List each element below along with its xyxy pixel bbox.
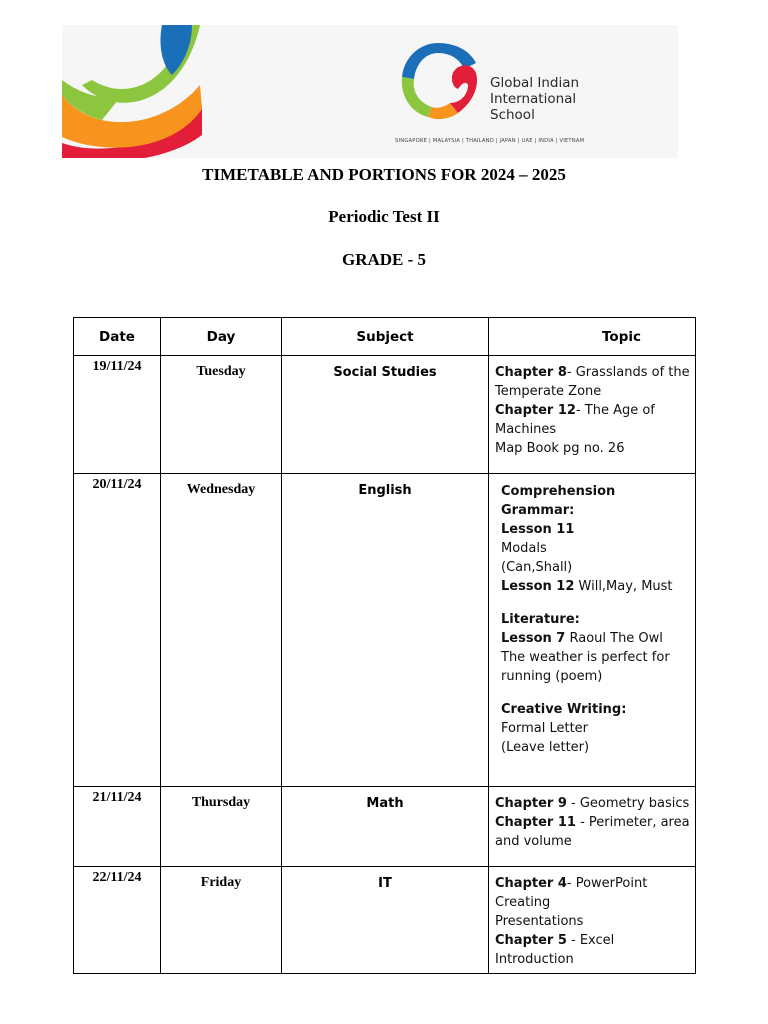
topic-line xyxy=(501,648,691,667)
topic-line xyxy=(501,539,691,558)
topic-cell xyxy=(489,474,696,787)
school-name xyxy=(490,75,579,123)
table-row xyxy=(74,787,696,867)
day-cell: Friday xyxy=(161,867,282,974)
topic-heading: Chapter 5 xyxy=(495,933,567,948)
topic-line xyxy=(501,667,691,686)
subject-cell: Social Studies xyxy=(282,356,489,474)
topic-text: Modals xyxy=(501,541,547,556)
school-name-line-2: International xyxy=(490,91,577,107)
topic-heading: Lesson 11 xyxy=(501,522,575,537)
topic-heading: Chapter 4 xyxy=(495,876,567,891)
topic-text: - Grasslands of the xyxy=(566,365,690,380)
topic-text: - The Age of xyxy=(575,403,655,418)
topic-text: The weather is perfect for xyxy=(501,650,670,665)
topic-line xyxy=(501,482,691,501)
topic-heading: Chapter 12 xyxy=(495,403,576,418)
topic-text: - Perimeter, area xyxy=(575,815,690,830)
topic-heading: Chapter 8 xyxy=(495,365,567,380)
topic-cell xyxy=(489,356,696,474)
topic-line xyxy=(501,629,691,648)
topic-heading: Chapter 9 xyxy=(495,796,567,811)
table-row xyxy=(74,867,696,974)
topic-line xyxy=(495,439,691,458)
topic-line xyxy=(495,912,691,931)
topic-line xyxy=(501,610,691,629)
topic-text: - Excel Introduction xyxy=(495,933,615,967)
topic-line xyxy=(495,813,691,832)
grade-label: GRADE - 5 xyxy=(341,250,427,269)
topic-text: - PowerPoint Creating xyxy=(495,876,648,910)
subject-cell: English xyxy=(282,474,489,787)
topic-line xyxy=(495,931,691,969)
topic-text: Machines xyxy=(495,422,557,437)
timetable xyxy=(73,317,696,974)
topic-text: - Geometry basics xyxy=(566,796,690,811)
day-cell: Thursday xyxy=(161,787,282,867)
topic-text: Will,May, Must xyxy=(574,579,673,594)
topic-line xyxy=(501,577,691,596)
topic-line xyxy=(495,382,691,401)
topic-line xyxy=(501,719,691,738)
document-title: TIMETABLE AND PORTIONS FOR 2024 – 2025 xyxy=(202,165,566,184)
test-name: Periodic Test II xyxy=(328,207,440,226)
topic-line xyxy=(501,738,691,757)
topic-text: and volume xyxy=(495,834,572,849)
date-cell: 22/11/24 xyxy=(74,867,161,974)
subject-cell: IT xyxy=(282,867,489,974)
topic-line xyxy=(495,401,691,420)
topic-text: Map Book pg no. 26 xyxy=(495,441,625,456)
topic-heading: Chapter 11 xyxy=(495,815,576,830)
table-row xyxy=(74,356,696,474)
topic-line xyxy=(495,420,691,439)
topic-line xyxy=(495,832,691,851)
topic-heading: Creative Writing: xyxy=(501,702,627,717)
topic-line xyxy=(495,794,691,813)
decorative-swirl-graphic xyxy=(62,25,212,158)
topic-spacer xyxy=(501,686,691,700)
topic-text: Presentations xyxy=(495,914,584,929)
school-logo-icon xyxy=(392,37,484,127)
table-header-row xyxy=(74,318,696,356)
subject-cell: Math xyxy=(282,787,489,867)
topic-text: (Can,Shall) xyxy=(501,560,573,575)
topic-line xyxy=(495,874,691,912)
topic-spacer xyxy=(501,596,691,610)
topic-cell xyxy=(489,787,696,867)
table-row xyxy=(74,474,696,787)
topic-line xyxy=(501,558,691,577)
date-cell: 20/11/24 xyxy=(74,474,161,787)
date-cell: 21/11/24 xyxy=(74,787,161,867)
school-name-line-1: Global Indian xyxy=(490,75,580,91)
topic-text: Temperate Zone xyxy=(495,384,602,399)
topic-line xyxy=(495,363,691,382)
day-cell: Tuesday xyxy=(161,356,282,474)
topic-line xyxy=(501,520,691,539)
column-header-topic: Topic xyxy=(489,318,696,356)
topic-text: Raoul The Owl xyxy=(565,631,663,646)
topic-heading: Literature: xyxy=(501,612,580,627)
topic-cell xyxy=(489,867,696,974)
topic-heading: Comprehension xyxy=(501,484,616,499)
day-cell: Wednesday xyxy=(161,474,282,787)
countries-list: SINGAPORE | MALAYSIA | THAILAND | JAPAN | UAE | INDIA | VIETNAM xyxy=(395,138,585,144)
topic-line xyxy=(501,501,691,520)
topic-heading: Lesson 7 xyxy=(501,631,566,646)
topic-heading: Lesson 12 xyxy=(501,579,575,594)
column-header-subject: Subject xyxy=(282,318,489,356)
topic-text: running (poem) xyxy=(501,669,603,684)
topic-line xyxy=(501,700,691,719)
topic-heading: Grammar: xyxy=(501,503,575,518)
column-header-date: Date xyxy=(74,318,161,356)
topic-text: (Leave letter) xyxy=(501,740,590,755)
date-cell: 19/11/24 xyxy=(74,356,161,474)
column-header-day: Day xyxy=(161,318,282,356)
letterhead xyxy=(62,25,678,158)
school-name-line-3: School xyxy=(490,107,535,123)
topic-text: Formal Letter xyxy=(501,721,589,736)
